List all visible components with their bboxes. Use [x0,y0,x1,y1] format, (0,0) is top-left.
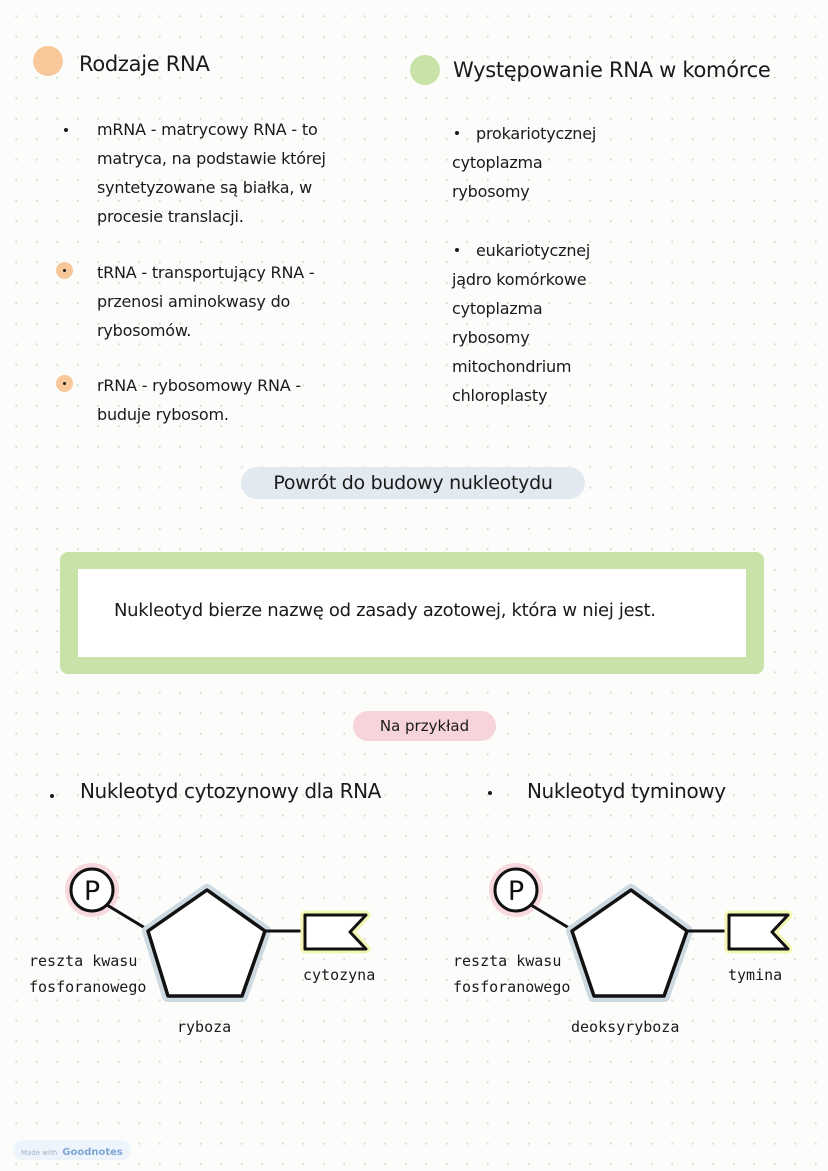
peach-bullet [56,262,73,279]
bullet-dot [455,248,459,252]
watermark-brand: Goodnotes [62,1147,123,1158]
phosphate-p-symbol: P [507,876,525,907]
sugar-label: deoksyryboza [571,1018,680,1036]
eukaryotic-item: cytoplazma [452,299,543,318]
phosphate-label [29,948,146,1000]
base-flag [729,915,788,949]
eukaryotic-list [452,265,586,410]
rrna-line-2: buduje rybosom. [97,405,229,424]
trna-line-3: rybosomów. [97,321,192,340]
prokaryotic-heading: prokariotycznej [476,124,597,143]
mrna-line-1: mRNA - matrycowy RNA - to [97,120,318,139]
example-2-title: Nukleotyd tyminowy [527,779,726,803]
phosphate-label-line-2: fosforanowego [453,978,571,996]
example-pill [353,711,496,741]
trna-line-2: przenosi aminokwasy do [97,292,291,311]
sugar-pentagon [148,890,265,996]
rrna-item [97,371,301,429]
eukaryotic-item: mitochondrium [452,357,572,376]
mrna-line-4: procesie translacji. [97,207,244,226]
example-pill-label: Na przykład [379,717,470,735]
prokaryotic-list [452,148,543,206]
phosphate-label-line-2: fosforanowego [29,978,147,996]
phosphate-p-symbol: P [83,876,101,907]
base-label: cytozyna [303,966,376,984]
wystepowanie-heading: Występowanie RNA w komórce [453,58,771,82]
mrna-line-3: syntetyzowane są białka, w [97,178,312,197]
note-box [60,552,764,674]
bullet-dot [64,128,68,132]
phosphate-label-line-1: reszta kwasu [29,952,138,970]
eukaryotic-item: jądro komórkowe [452,270,587,289]
prokaryotic-item: rybosomy [452,182,530,201]
rrna-line-1: rRNA - rybosomowy RNA - [97,376,301,395]
back-to-nucleotide-label: Powrót do budowy nukleotydu [273,472,553,494]
phosphate-label-line-1: reszta kwasu [453,952,562,970]
bullet-dot [488,791,492,795]
peach-bullet [56,375,73,392]
example-1-title: Nukleotyd cytozynowy dla RNA [80,779,381,803]
note-text: Nukleotyd bierze nazwę od zasady azotowej, która w niej jest. [114,600,656,621]
trna-line-1: tRNA - transportujący RNA - [97,263,315,282]
goodnotes-watermark[interactable] [13,1140,131,1160]
base-label: tymina [728,966,783,984]
sugar-pentagon [572,890,687,996]
peach-marker-dot [33,46,63,76]
rodzaje-rna-heading: Rodzaje RNA [79,52,210,76]
trna-item [97,258,314,345]
mrna-item [97,115,326,231]
back-to-nucleotide-link[interactable] [241,467,585,499]
eukaryotic-item: rybosomy [452,328,530,347]
base-flag [305,915,366,949]
prokaryotic-item: cytoplazma [452,153,543,172]
phosphate-label [453,948,570,1000]
note-box-inner [78,569,746,657]
mrna-line-2: matryca, na podstawie której [97,149,326,168]
green-marker-dot [410,55,440,85]
eukaryotic-heading: eukariotycznej [476,241,591,260]
sugar-label: ryboza [177,1018,232,1036]
watermark-prefix: Made with [21,1149,58,1157]
bullet-dot [50,794,54,798]
bullet-dot [455,131,459,135]
eukaryotic-item: chloroplasty [452,386,548,405]
